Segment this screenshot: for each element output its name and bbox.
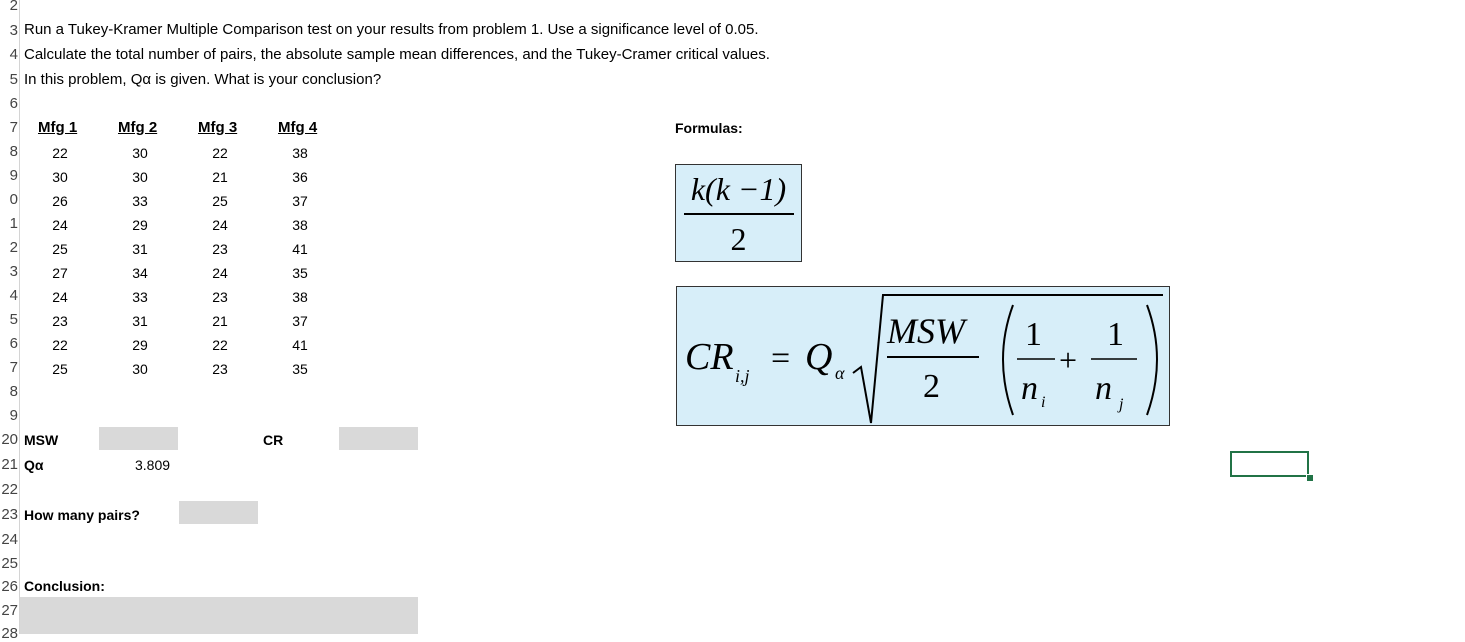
q-alpha-value[interactable]: 3.809	[135, 457, 171, 473]
table-cell[interactable]: 24	[52, 217, 68, 233]
table-cell[interactable]: 22	[212, 337, 228, 353]
nj-symbol: n	[1095, 370, 1112, 407]
critical-range-formula-box[interactable]	[676, 286, 1170, 426]
cr-subscript: i,j	[735, 366, 750, 386]
row-number[interactable]: 7	[9, 119, 18, 136]
msw-label[interactable]: MSW	[24, 432, 59, 448]
q-subscript: α	[835, 363, 845, 383]
table-cell[interactable]: 30	[132, 169, 148, 185]
table-cell[interactable]: 23	[212, 289, 228, 305]
row-number[interactable]: 25	[1, 555, 18, 572]
table-cell[interactable]: 26	[52, 193, 68, 209]
table-cell[interactable]: 24	[52, 289, 68, 305]
table-cell[interactable]: 31	[132, 241, 148, 257]
table-cell[interactable]: 21	[212, 313, 228, 329]
row-number[interactable]: 4	[9, 46, 18, 63]
row-number[interactable]: 20	[1, 431, 18, 448]
msw-symbol: MSW	[887, 311, 965, 351]
conclusion-input-area[interactable]	[20, 597, 418, 634]
right-paren	[1147, 305, 1157, 415]
row-number[interactable]: 2	[9, 239, 18, 256]
cr-symbol: CR	[685, 336, 734, 378]
two-symbol: 2	[923, 368, 940, 405]
header-mfg4[interactable]: Mfg 4	[278, 119, 318, 136]
table-cell[interactable]: 21	[212, 169, 228, 185]
header-mfg1[interactable]: Mfg 1	[38, 119, 78, 136]
fill-handle[interactable]	[1306, 474, 1314, 482]
table-cell[interactable]: 31	[132, 313, 148, 329]
q-alpha-label[interactable]: Qα	[24, 457, 44, 473]
one-top-right: 1	[1107, 316, 1124, 353]
table-cell[interactable]: 25	[52, 361, 68, 377]
table-cell[interactable]: 22	[52, 145, 68, 161]
table-cell[interactable]: 25	[52, 241, 68, 257]
table-cell[interactable]: 38	[292, 217, 308, 233]
table-cell[interactable]: 29	[132, 337, 148, 353]
row-number[interactable]: 3	[9, 22, 18, 39]
row-number[interactable]: 8	[9, 383, 18, 400]
plus-sign: +	[1059, 342, 1078, 378]
table-cell[interactable]: 30	[132, 361, 148, 377]
nj-subscript: j	[1119, 396, 1124, 413]
conclusion-label[interactable]: Conclusion:	[24, 578, 105, 594]
table-cell[interactable]: 23	[212, 361, 228, 377]
table-cell[interactable]: 38	[292, 289, 308, 305]
row-number[interactable]: 5	[9, 311, 18, 328]
table-cell[interactable]: 22	[212, 145, 228, 161]
pairs-formula-denominator: 2	[730, 221, 747, 257]
table-cell[interactable]: 37	[292, 313, 308, 329]
pairs-formula-numerator: k(k −1)	[690, 171, 787, 207]
row-number[interactable]: 26	[1, 578, 18, 595]
table-cell[interactable]: 23	[212, 241, 228, 257]
row-number[interactable]: 21	[1, 456, 18, 473]
row-number[interactable]: 27	[1, 602, 18, 619]
instruction-line-2[interactable]: Calculate the total number of pairs, the absolute sample mean differences, and the Tukey-Cramer critical values.	[24, 46, 770, 63]
row-number[interactable]: 23	[1, 506, 18, 523]
cr-label[interactable]: CR	[263, 432, 284, 448]
row-number[interactable]: 6	[9, 335, 18, 352]
table-cell[interactable]: 36	[292, 169, 308, 185]
table-cell[interactable]: 25	[212, 193, 228, 209]
ni-symbol: n	[1021, 370, 1038, 407]
table-cell[interactable]: 24	[212, 217, 228, 233]
pairs-formula-box[interactable]	[675, 164, 802, 262]
q-symbol: Q	[805, 336, 833, 378]
row-number[interactable]: 22	[1, 481, 18, 498]
table-cell[interactable]: 24	[212, 265, 228, 281]
row-header-column	[0, 0, 20, 642]
row-number[interactable]: 2	[9, 0, 18, 14]
row-number[interactable]: 5	[9, 71, 18, 88]
row-number[interactable]: 9	[9, 407, 18, 424]
row-number[interactable]: 7	[9, 359, 18, 376]
cr-input-cell[interactable]	[339, 427, 418, 450]
critical-range-formula	[677, 287, 1169, 425]
table-cell[interactable]: 33	[132, 193, 148, 209]
table-cell[interactable]: 29	[132, 217, 148, 233]
table-cell[interactable]: 27	[52, 265, 68, 281]
table-cell[interactable]: 33	[132, 289, 148, 305]
table-cell[interactable]: 22	[52, 337, 68, 353]
row-number[interactable]: 6	[9, 95, 18, 112]
table-cell[interactable]: 35	[292, 265, 308, 281]
table-cell[interactable]: 35	[292, 361, 308, 377]
pairs-input-cell[interactable]	[179, 501, 258, 524]
row-number[interactable]: 4	[9, 287, 18, 304]
row-number[interactable]: 1	[9, 215, 18, 232]
instruction-line-1[interactable]: Run a Tukey-Kramer Multiple Comparison test on your results from problem 1. Use a significance level of 0.05.	[24, 21, 759, 38]
pairs-label[interactable]: How many pairs?	[24, 507, 140, 523]
left-paren	[1003, 305, 1013, 415]
row-number[interactable]: 9	[9, 167, 18, 184]
fraction-bar	[684, 213, 794, 215]
row-number[interactable]: 0	[9, 191, 18, 208]
table-cell[interactable]: 38	[292, 145, 308, 161]
ni-subscript: i	[1041, 394, 1046, 411]
row-number[interactable]: 24	[1, 531, 18, 548]
table-cell[interactable]: 23	[52, 313, 68, 329]
msw-input-cell[interactable]	[99, 427, 178, 450]
table-cell[interactable]: 34	[132, 265, 148, 281]
table-cell[interactable]: 41	[292, 337, 308, 353]
header-mfg2[interactable]: Mfg 2	[118, 119, 158, 136]
one-top-left: 1	[1025, 316, 1042, 353]
instruction-line-3[interactable]: In this problem, Qα is given. What is your conclusion?	[24, 71, 382, 88]
table-cell[interactable]: 30	[52, 169, 68, 185]
row-number[interactable]: 3	[9, 263, 18, 280]
formulas-label[interactable]: Formulas:	[675, 120, 743, 136]
row-number[interactable]: 8	[9, 143, 18, 160]
equals-sign: =	[771, 340, 791, 377]
table-cell[interactable]: 41	[292, 241, 308, 257]
selected-cell[interactable]	[1230, 451, 1309, 477]
table-cell[interactable]: 30	[132, 145, 148, 161]
table-cell[interactable]: 37	[292, 193, 308, 209]
header-mfg3[interactable]: Mfg 3	[198, 119, 238, 136]
row-number[interactable]: 28	[1, 625, 18, 642]
